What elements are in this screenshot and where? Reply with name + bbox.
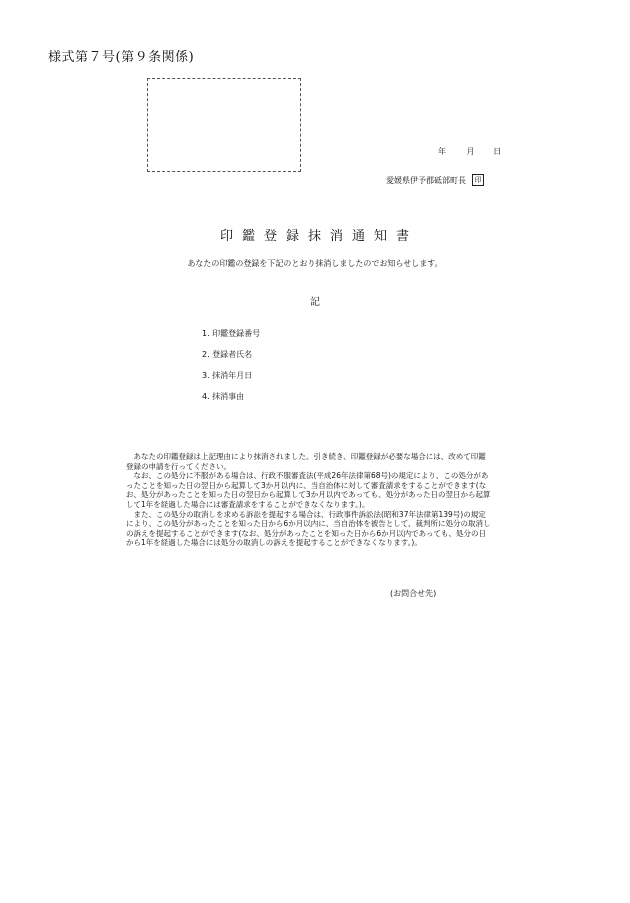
ki-heading: 記 <box>310 297 320 308</box>
item-registrant-name: 2. 登録者氏名 <box>202 350 253 359</box>
notice-text <box>126 452 492 548</box>
date-line <box>438 146 501 157</box>
date-month-label: 月 <box>466 147 475 156</box>
intro-text: あなたの印鑑の登録を下記のとおり抹消しましたのでお知らせします。 <box>187 259 443 268</box>
notice-paragraph-3: また、この処分の取消しを求める訴訟を提起する場合は、行政事件訴訟法(昭和37年法律第139号)の規定により、この処分があったことを知った日から6か月以内に、当自治体を被告として、裁判所に処分の取消しの訴えを提起することができます(なお、処分があったことを知った日から6か月以内であっても、処分の日から1年を経過した場合には処分の取消しの訴えを提起することができなくなります。)。 <box>126 509 491 548</box>
issuer <box>386 174 484 186</box>
stamp-box <box>147 78 301 172</box>
document-title: 印鑑登録抹消通知書 <box>219 229 418 244</box>
date-year-label: 年 <box>438 147 446 156</box>
form-number: 様式第７号(第９条関係) <box>48 50 195 65</box>
item-deletion-date: 3. 抹消年月日 <box>202 371 253 380</box>
notice-paragraph-1: あなたの印鑑登録は上記理由により抹消されました。引き続き、印鑑登録が必要な場合には、改めて印鑑登録の申請を行ってください。 <box>126 452 486 471</box>
contact-label: (お問合せ先) <box>390 589 437 598</box>
date-day-label: 日 <box>493 147 502 156</box>
item-deletion-reason: 4. 抹消事由 <box>202 392 245 401</box>
seal-mark: 印 <box>472 174 484 186</box>
notice-paragraph-2: なお、この処分に不服がある場合は、行政不服審査法(平成26年法律第68号)の規定により、この処分があったことを知った日の翌日から起算して3か月以内に、当自治体に対して審査請求をすることができます(なお、処分があったことを知った日の翌日から起算して3か月以内であっても、処分があった日の翌日から起算して1年を経過した場合には審査請求をすることができなくなります。)。 <box>126 471 491 509</box>
item-list <box>202 328 260 412</box>
issuer-name: 愛媛県伊予郡砥部町長 <box>386 175 466 185</box>
item-registration-number: 1. 印鑑登録番号 <box>202 329 261 338</box>
